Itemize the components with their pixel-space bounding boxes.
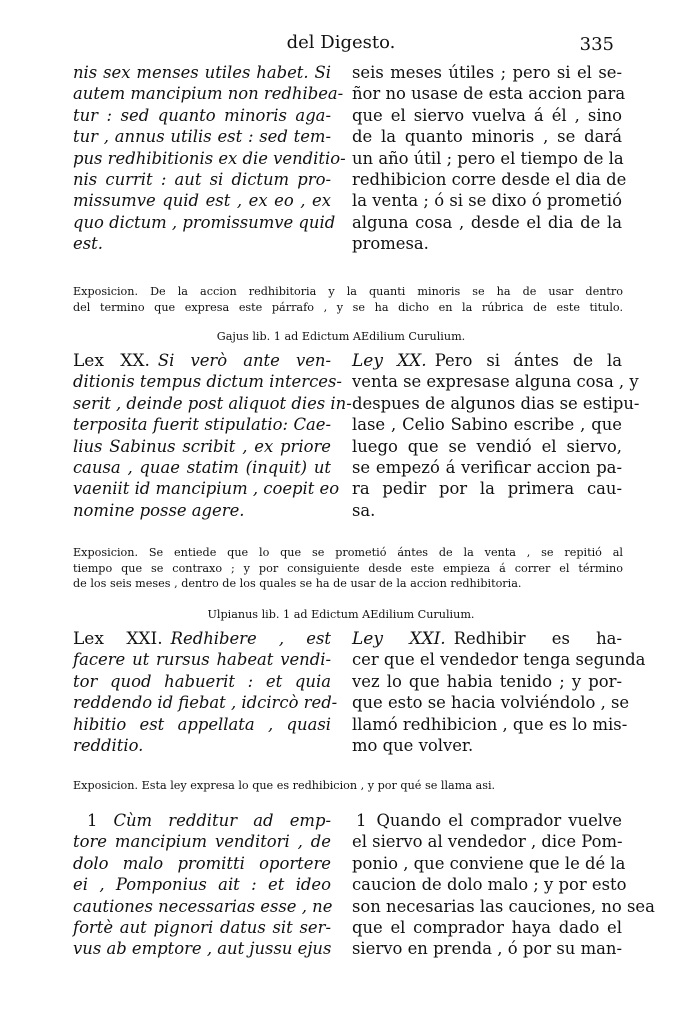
exposicion-note-block-2 (73, 545, 623, 592)
law-heading-spanish: Ley XX. (352, 351, 427, 371)
spanish-line: luego que se vendió el siervo, (352, 436, 622, 456)
latin-line: vaeniit id mancipium , coepit eo (73, 479, 340, 499)
latin-line: causa , quae statim (inquit) ut (73, 457, 331, 477)
exposicion-note-block-3 (73, 778, 623, 794)
latin-line: est. (73, 234, 103, 254)
spanish-line: sa. (352, 500, 376, 520)
spanish-line: mo que volver. (352, 735, 474, 755)
spanish-line: de la quanto minoris , se dará (352, 127, 622, 147)
spanish-line: el siervo al vendedor , dice Pom- (352, 832, 623, 852)
latin-line: tur : sed quanto minoris aga- (73, 105, 331, 125)
latin-line: vus ab emptore , aut jussu ejus (73, 939, 332, 959)
spanish-line: ra pedir por la primera cau- (352, 479, 622, 499)
page-number: 335 (579, 34, 614, 55)
latin-line: reddendo id fiebat , idcircò red- (73, 693, 338, 713)
spanish-line: un año útil ; pero el tiempo de la (352, 148, 624, 168)
spanish-line: que esto se hacia volviéndolo , se (352, 693, 630, 713)
spanish-line: caucion de dolo malo ; y por esto (352, 875, 627, 895)
latin-line: nis currit : aut si dictum pro- (73, 169, 331, 189)
exposicion-note-block-1 (73, 284, 623, 315)
latin-line: ditionis tempus dictum interces- (73, 372, 342, 392)
law-heading-latin: Lex XXI. (73, 629, 163, 649)
spanish-line: ponio , que conviene que le dé la (352, 853, 626, 873)
latin-line: facere ut rursus habeat vendi- (73, 650, 331, 670)
paragraph-number-latin: 1 (87, 811, 98, 830)
spanish-line: venta se expresase alguna cosa , y (352, 372, 639, 392)
spanish-line: ñor no usase de esta accion para (352, 84, 626, 104)
spanish-line: seis meses útiles ; pero si el se- (352, 63, 622, 82)
spanish-line: despues de algunos dias se estipu- (352, 393, 640, 413)
running-title: del Digesto. (286, 32, 396, 53)
spanish-line: lase , Celio Sabino escribe , que (352, 415, 622, 435)
spanish-line: promesa. (352, 234, 429, 254)
spanish-column-block-1 (352, 62, 627, 255)
latin-line: autem mancipium non redhibea- (73, 84, 344, 104)
latin-line: redditio. (73, 735, 144, 755)
law-heading-spanish: Ley XXI. (352, 629, 446, 649)
latin-line: quo dictum , promissumve quid (73, 212, 336, 232)
latin-line: terposita fuerit stipulatio: Cae- (73, 415, 331, 435)
latin-column-block-3 (73, 628, 338, 756)
latin-line: Redhibere , est (170, 629, 332, 648)
exposicion-line: tiempo que se contraxo ; y por consiguiente desde este empieza á correr el término (73, 561, 623, 575)
spanish-line: cer que el vendedor tenga segunda (352, 650, 646, 670)
latin-line: Cùm redditur ad emp- (113, 811, 331, 830)
spanish-line: siervo en prenda , ó por su man- (352, 939, 622, 959)
latin-line: dolo malo promitti oportere (73, 853, 331, 873)
latin-line: tur , annus utilis est : sed tem- (73, 127, 331, 147)
exposicion-line: de los seis meses , dentro de los quales se ha de usar de la accion redhibitoria. (73, 577, 522, 590)
latin-line: nomine posse agere. (73, 500, 245, 520)
spanish-column-block-3 (352, 628, 646, 756)
exposicion-line: Exposicion. Se entiede que lo que se prometió ántes de la venta , se repitió al (73, 546, 623, 559)
spanish-line: llamó redhibicion , que es lo mis- (352, 714, 628, 734)
exposicion-line: Exposicion. Esta ley expresa lo que es redhibicion , y por qué se llama asi. (73, 779, 496, 792)
exposicion-line: del termino que expresa este párrafo , y se ha dicho en la rúbrica de este titulo. (73, 300, 623, 314)
latin-line: cautiones necessarias esse , ne (73, 896, 333, 916)
spanish-line: la venta ; ó si se dixo ó prometió (352, 191, 622, 211)
spanish-line: vez lo que habia tenido ; y por- (352, 671, 622, 691)
spanish-line: redhibicion corre desde el dia de (352, 169, 627, 189)
source-citation-ulpianus: Ulpianus lib. 1 ad Edictum AEdilium Curulium. (207, 608, 475, 621)
spanish-line: que el siervo vuelva á él , sino (352, 105, 622, 125)
paragraph-number-spanish: 1 (356, 811, 367, 830)
spanish-line: que el comprador haya dado el (352, 917, 622, 937)
latin-line: ei , Pomponius ait : et ideo (73, 875, 331, 895)
latin-line: tore mancipium venditori , de (73, 832, 331, 852)
latin-column-block-2 (73, 350, 352, 521)
latin-column-block-1 (73, 62, 346, 255)
latin-line: tor quod habuerit : et quia (73, 671, 331, 691)
running-header (0, 32, 682, 56)
spanish-column-block-4 (352, 810, 655, 960)
latin-line: lius Sabinus scribit , ex priore (73, 436, 331, 456)
spanish-line: Quando el comprador vuelve (376, 811, 622, 830)
latin-line: fortè aut pignori datus sit ser- (73, 917, 331, 937)
latin-line: serit , deinde post aliquot dies in- (73, 393, 352, 413)
spanish-column-block-2 (352, 350, 640, 521)
spanish-line: alguna cosa , desde el dia de la (352, 212, 622, 232)
spanish-line: Redhibir es ha- (453, 629, 622, 648)
latin-column-block-4 (73, 810, 331, 960)
law-heading-latin: Lex XX. (73, 351, 150, 371)
spanish-line: son necesarias las cauciones, no sea (352, 896, 655, 916)
latin-line: pus redhibitionis ex die venditio- (73, 148, 346, 168)
latin-line: missumve quid est , ex eo , ex (73, 191, 331, 211)
spanish-line: se empezó á verificar accion pa- (352, 457, 622, 477)
exposicion-line: Exposicion. De la accion redhibitoria y la quanti minoris se ha de usar dentro (73, 285, 623, 298)
latin-line: nis sex menses utiles habet. Si (73, 63, 331, 82)
latin-line: Si verò ante ven- (157, 351, 331, 370)
spanish-line: Pero si ántes de la (434, 351, 623, 370)
source-citation-gajus: Gajus lib. 1 ad Edictum AEdilium Curulium. (216, 330, 466, 343)
latin-line: hibitio est appellata , quasi (73, 714, 331, 734)
